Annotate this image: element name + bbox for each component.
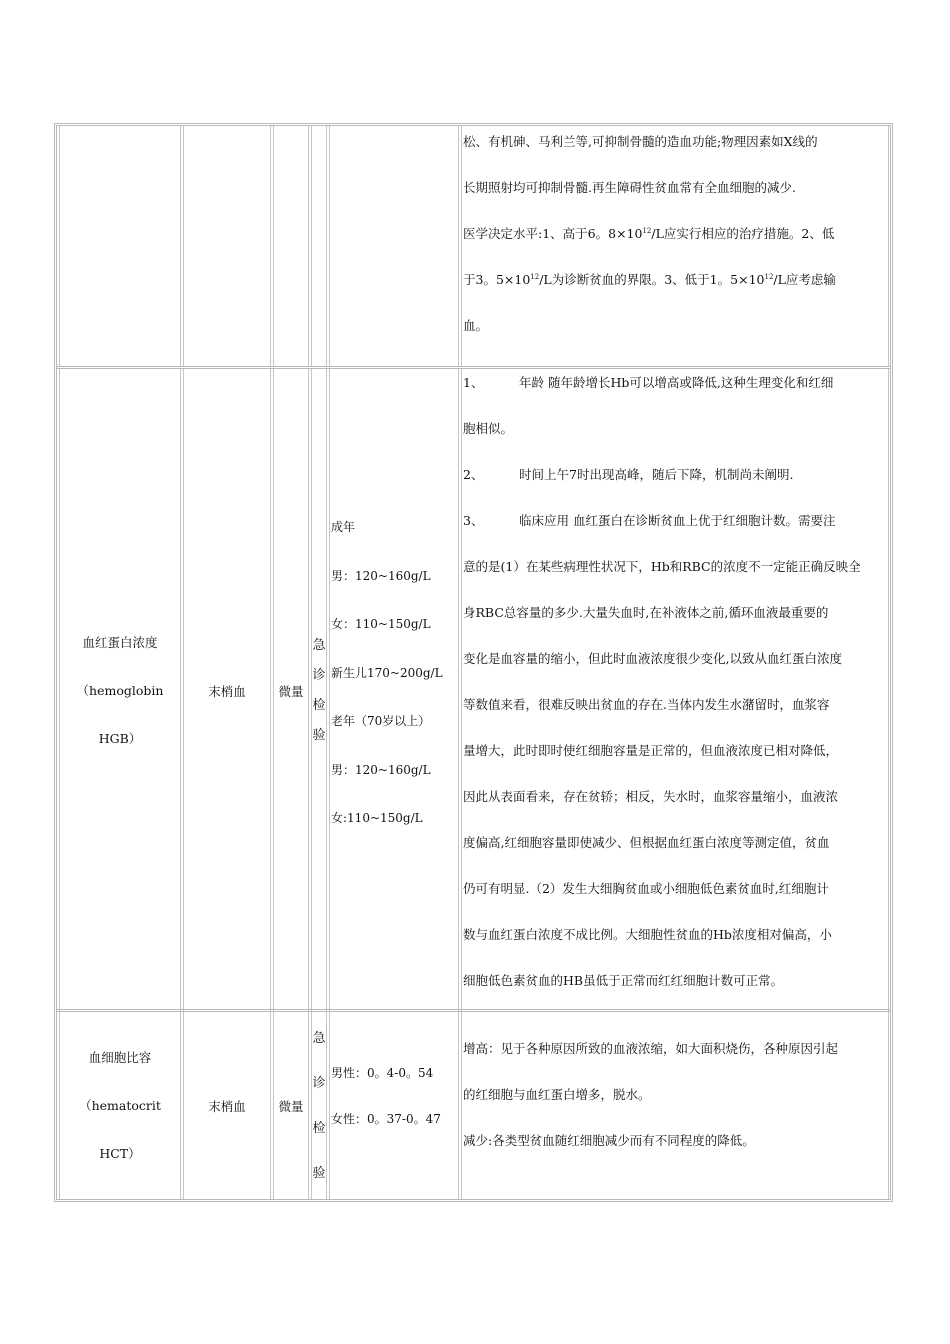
clinical-line: 1、 年龄 随年龄增长Hb可以增高或降低,这种生理变化和红细 [463,375,834,390]
reference-range-cell [329,126,459,366]
test-type-char: 检 [312,697,326,713]
specimen-cell [183,1012,271,1199]
clinical-significance-cell [461,369,889,1012]
clinical-line: 变化是血容量的缩小，但此时血液浓度很少变化,以致从血红蛋白浓度 [463,651,842,666]
clinical-line: 身RBC总容量的多少.大量失血时,在补液体之前,循环血液最重要的 [463,605,829,620]
clinical-line: 量增大，此时即时使红细胞容量是正常的，但血液浓度已相对降低， [463,743,839,758]
amount-cell [273,126,309,366]
clinical-line: 的红细胞与血红蛋白增多，脱水。 [463,1087,651,1102]
reference-line: 老年（70岁以上） [331,714,431,728]
test-type-char: 诊 [312,667,326,683]
clinical-line: 度偏高,红细胞容量即使减少、但根据血红蛋白浓度等测定值，贫血 [463,835,830,850]
clinical-line: 等数值来看，很难反映出贫血的存在.当体内发生水潴留时，血浆容 [463,697,830,712]
reference-range-cell [329,369,459,1012]
table-row [57,1009,890,1199]
amount-cell [273,369,309,1012]
clinical-line: 意的是(1）在某些病理性状况下，Hb和RBC的浓度不一定能正确反映全 [463,559,861,574]
clinical-line: 医学决定水平:1、高于6。$8\times 10^{12}/L$应实行相应的治疗措施。2、低 [463,226,835,241]
specimen-text: 末梢血 [208,683,246,699]
test-name-english: （hemoglobin [76,682,164,698]
lab-test-table [54,123,893,1202]
test-name: 血红蛋白浓度 [82,634,158,650]
clinical-significance-cell [461,1012,889,1199]
test-name-cell [59,1012,181,1199]
table-row [57,126,890,366]
test-type-cell [311,369,327,1012]
reference-line: 新生儿170~200g/L [331,665,443,680]
clinical-significance-cell [461,126,889,366]
test-type-char: 急 [312,637,326,653]
test-type-char: 诊 [312,1076,326,1091]
test-name: 血细胞比容 [88,1049,152,1065]
test-name-cell [59,126,181,366]
test-type-char: 急 [312,1031,326,1046]
clinical-line: 于3。$5\times 10^{12}/L$为诊断贫血的界限。3、低于1。$5\times 10^{12}/L$应考虑输 [463,272,836,287]
test-type-char: 验 [312,1166,326,1181]
reference-line: 男性：0。4-0。54 [331,1066,434,1080]
clinical-line: 松、有机砷、马利兰等,可抑制骨髓的造血功能;物理因素如Ⅹ线的 [463,134,818,149]
specimen-cell [183,369,271,1012]
amount-text: 微量 [278,1098,304,1114]
clinical-line: 因此从表面看来，存在贫轿；相反，失水时，血浆容量缩小，血液浓 [463,789,839,804]
clinical-line: 长期照射均可抑制骨髓.再生障碍性贫血常有全血细胞的减少. [463,180,796,195]
reference-line: 男：120~160g/L [331,762,431,777]
test-type-cell [311,1012,327,1199]
reference-line: 女：110~150g/L [331,617,431,631]
specimen-text: 末梢血 [208,1098,246,1114]
clinical-line: 减少:各类型贫血随红细胞减少而有不同程度的降低。 [463,1133,755,1148]
table-row [57,366,890,1012]
test-abbreviation: HCT） [99,1145,141,1161]
reference-range-cell [329,1012,459,1199]
test-name-english: （hematocrit [79,1097,161,1113]
clinical-line: 胞相似。 [463,421,514,436]
amount-text: 微量 [278,683,304,699]
reference-line: 成年 [331,520,356,534]
test-name-cell [59,369,181,1012]
reference-line: 男：120~160g/L [331,568,431,583]
test-abbreviation: HGB） [98,730,142,746]
reference-line: 女:110~150g/L [331,811,423,825]
clinical-line: 细胞低色素贫血的HB虽低于正常而红红细胞计数可正常。 [463,973,784,988]
clinical-line: 仍可有明显.（2）发生大细胸贫血或小细胞低色素贫血时,红细胞计 [463,881,829,896]
clinical-line: 血。 [463,318,489,333]
clinical-line: 3、 临床应用 血红蛋白在诊断贫血上优于红细胞计数。需要注 [463,513,836,528]
clinical-line: 2、 时间上午7时出现高峰，随后下降，机制尚未阐明. [463,467,794,482]
test-type-char: 验 [312,727,326,743]
test-type-cell [311,126,327,366]
amount-cell [273,1012,309,1199]
test-type-char: 检 [312,1121,326,1136]
clinical-line: 增高：见于各种原因所致的血液浓缩，如大面积烧伤，各种原因引起 [463,1041,839,1056]
reference-line: 女性：0。37-0。47 [331,1112,441,1126]
clinical-line: 数与血红蛋白浓度不成比例。大细胞性贫血的Hb浓度相对偏高，小 [463,927,832,942]
specimen-cell [183,126,271,366]
